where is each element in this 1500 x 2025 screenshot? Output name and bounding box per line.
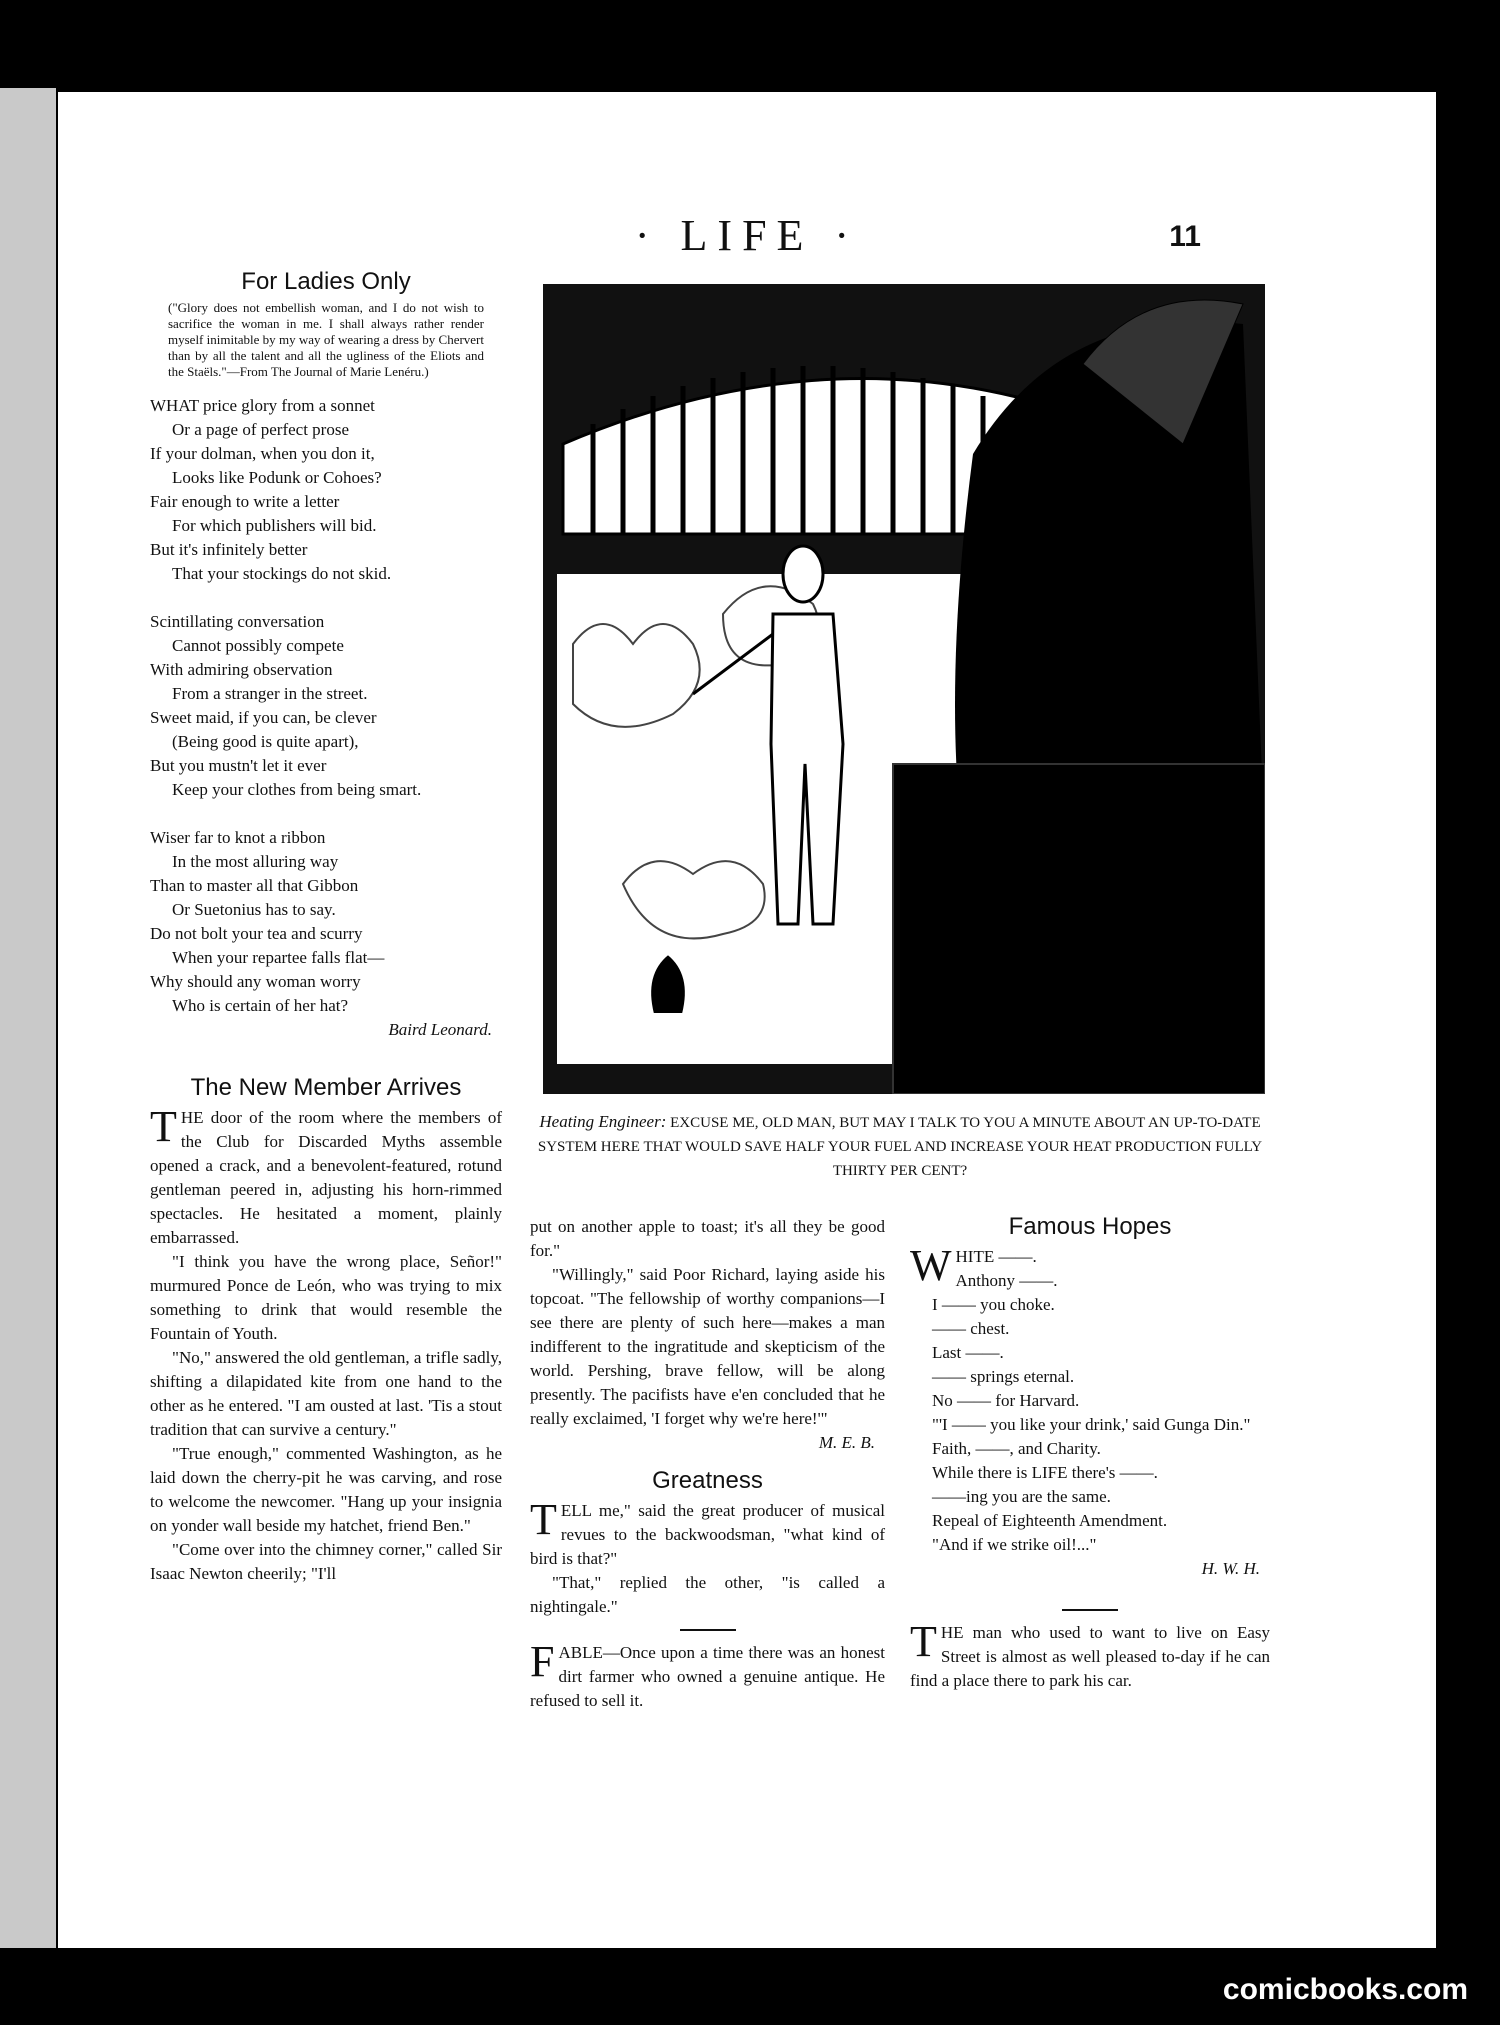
greatness-title: Greatness xyxy=(652,1467,763,1494)
dropcap-f: F xyxy=(530,1637,555,1686)
middle-column xyxy=(530,1215,885,1713)
poem-line: Who is certain of her hat? xyxy=(172,996,349,1015)
hope-line: No —— for Harvard. xyxy=(932,1391,1080,1410)
story-paragraph: HE door of the room where the members of the Club for Discarded Myths assemble opened a crack, and a benevolent-featured, rotund gentleman peered in, adjusting his horn-rimmed spectacles. He hesitated a moment, plainly embarrassed. xyxy=(150,1108,502,1247)
poem-title: For Ladies Only xyxy=(241,268,411,295)
greatness-paragraph: ELL me," said the great producer of musical revues to the backwoodsman, "what kind of bird is that?" xyxy=(530,1501,885,1568)
hope-line: Faith, ——, and Charity. xyxy=(932,1439,1101,1458)
famous-hopes-title: Famous Hopes xyxy=(1008,1213,1172,1240)
caption-speaker: Heating Engineer: xyxy=(539,1112,667,1131)
poem-line: That your stockings do not skid. xyxy=(172,564,392,583)
famous-hopes-author: H. W. H. xyxy=(1201,1559,1260,1578)
fable-text: ABLE—Once upon a time there was an honest dirt farmer who owned a genuine antique. He refused to sell it. xyxy=(530,1643,885,1710)
greatness-paragraph: "That," replied the other, "is called a nightingale." xyxy=(530,1573,885,1616)
poem-line: In the most alluring way xyxy=(172,852,339,871)
cartoon-illustration xyxy=(543,284,1265,1094)
new-member-title: The New Member Arrives xyxy=(190,1074,462,1101)
adjacent-page-edge xyxy=(0,88,56,1948)
page-number: 11 xyxy=(1169,220,1201,253)
poem-line: But you mustn't let it ever xyxy=(150,756,327,775)
easy-street-item xyxy=(910,1617,1270,1693)
famous-hopes-list xyxy=(910,1241,1270,1557)
story-paragraph: "Come over into the chimney corner," called Sir Isaac Newton cheerily; "I'll xyxy=(150,1540,502,1583)
devil-cartoon-drawing xyxy=(543,284,1265,1094)
poem-line: Sweet maid, if you can, be clever xyxy=(150,708,377,727)
hope-line: —— springs eternal. xyxy=(932,1367,1075,1386)
story-paragraph: "No," answered the old gentleman, a trifle sadly, shifting a dilapidated kite from one hand to the other as he entered. "I am ousted at last. 'Tis a stout tradition that can survive a century." xyxy=(150,1348,503,1439)
story-paragraph: "True enough," commented Washington, as he laid down the cherry-pit he was carving, and rose to welcome the newcomer. "Hang up your insignia on yonder wall beside my hatchet, friend Ben." xyxy=(150,1444,502,1535)
hope-line: Anthony ——. xyxy=(955,1271,1058,1290)
new-member-story xyxy=(150,1102,503,1586)
hope-line: I —— you choke. xyxy=(932,1295,1055,1314)
cartoon-caption xyxy=(530,1110,1270,1183)
poem-author: Baird Leonard. xyxy=(388,1020,492,1039)
stanza-gap xyxy=(150,586,502,610)
poem-line: With admiring observation xyxy=(150,660,333,679)
poem-line: (Being good is quite apart), xyxy=(172,732,359,751)
hope-line: HITE ——. xyxy=(955,1247,1037,1266)
hope-line: While there is LIFE there's ——. xyxy=(932,1463,1158,1482)
poem-line: Cannot possibly compete xyxy=(172,636,344,655)
poem-line: Wiser far to knot a ribbon xyxy=(150,828,326,847)
easy-street-text: HE man who used to want to live on Easy Street is almost as well pleased to-day if he can find a place there to park his car. xyxy=(910,1623,1270,1690)
site-watermark: comicbooks.com xyxy=(1222,1973,1468,2006)
section-divider xyxy=(1062,1609,1118,1611)
poem-line: Looks like Podunk or Cohoes? xyxy=(172,468,382,487)
hope-line: —— chest. xyxy=(932,1319,1010,1338)
hope-line: ——ing you are the same. xyxy=(932,1487,1111,1506)
poem-line: Scintillating conversation xyxy=(150,612,325,631)
poem-line: Keep your clothes from being smart. xyxy=(172,780,422,799)
poem-line: From a stranger in the street. xyxy=(172,684,368,703)
dropcap-t: T xyxy=(150,1102,177,1151)
poem-line: For which publishers will bid. xyxy=(172,516,377,535)
poem-line: If your dolman, when you don it, xyxy=(150,444,375,463)
poem-body xyxy=(150,394,502,1018)
dropcap-w: W xyxy=(910,1241,952,1290)
poem-line: But it's infinitely better xyxy=(150,540,308,559)
right-column xyxy=(910,1215,1270,1693)
poem-line: Why should any woman worry xyxy=(150,972,361,991)
dropcap-t: T xyxy=(530,1495,557,1544)
hope-line: "'I —— you like your drink,' said Gunga Din." xyxy=(932,1415,1251,1434)
poem-epigraph: ("Glory does not embellish woman, and I do not wish to sacrifice the woman in me. I shall always rather render myself inimitable by my way of wearing a dress by Chervert than by all the talent and all the ugliness of the Eliots and the Staëls."—From The Journal of Marie Lenéru.) xyxy=(168,300,484,379)
poem-line: Or Suetonius has to say. xyxy=(172,900,336,919)
dropcap-t: T xyxy=(910,1617,937,1666)
hope-line: "And if we strike oil!..." xyxy=(932,1535,1097,1554)
caption-text: EXCUSE ME, OLD MAN, BUT MAY I TALK TO YOU A MINUTE ABOUT AN UP-TO-DATE SYSTEM HERE THAT WOULD SAVE HALF YOUR FUEL AND INCREASE YOUR HEAT PRODUCTION FULLY THIRTY PER CENT? xyxy=(537,1115,1263,1179)
hope-line: Repeal of Eighteenth Amendment. xyxy=(932,1511,1168,1530)
poem-line: Or a page of perfect prose xyxy=(172,420,349,439)
hope-line: Last ——. xyxy=(932,1343,1004,1362)
masthead-title: · LIFE · xyxy=(634,211,860,260)
section-divider xyxy=(680,1629,736,1631)
stanza-gap xyxy=(150,802,502,826)
story-continued: put on another apple to toast; it's all they be good for." xyxy=(530,1217,885,1260)
story-author: M. E. B. xyxy=(818,1433,875,1452)
poem-line: WHAT price glory from a sonnet xyxy=(150,396,375,415)
furnace-wall xyxy=(893,764,1265,1094)
poem-column xyxy=(150,270,502,1586)
story-paragraph: "I think you have the wrong place, Señor!" murmured Ponce de León, who was trying to mix something to drink that would resemble the Fountain of Youth. xyxy=(150,1252,502,1343)
story-continued: "Willingly," said Poor Richard, laying aside his topcoat. "The fellowship of worthy companions—I see there are plenty of such here—makes a man indifferent to the ingratitude and skepticism of the world. Pershing, brave fellow, will be along presently. The pacifists have e'en concluded that he really exclaimed, 'I forget why we're here!'" xyxy=(530,1265,885,1428)
poem-line: Fair enough to write a letter xyxy=(150,492,340,511)
poem-line: Than to master all that Gibbon xyxy=(150,876,359,895)
poem-line: Do not bolt your tea and scurry xyxy=(150,924,363,943)
poem-line: When your repartee falls flat— xyxy=(172,948,385,967)
